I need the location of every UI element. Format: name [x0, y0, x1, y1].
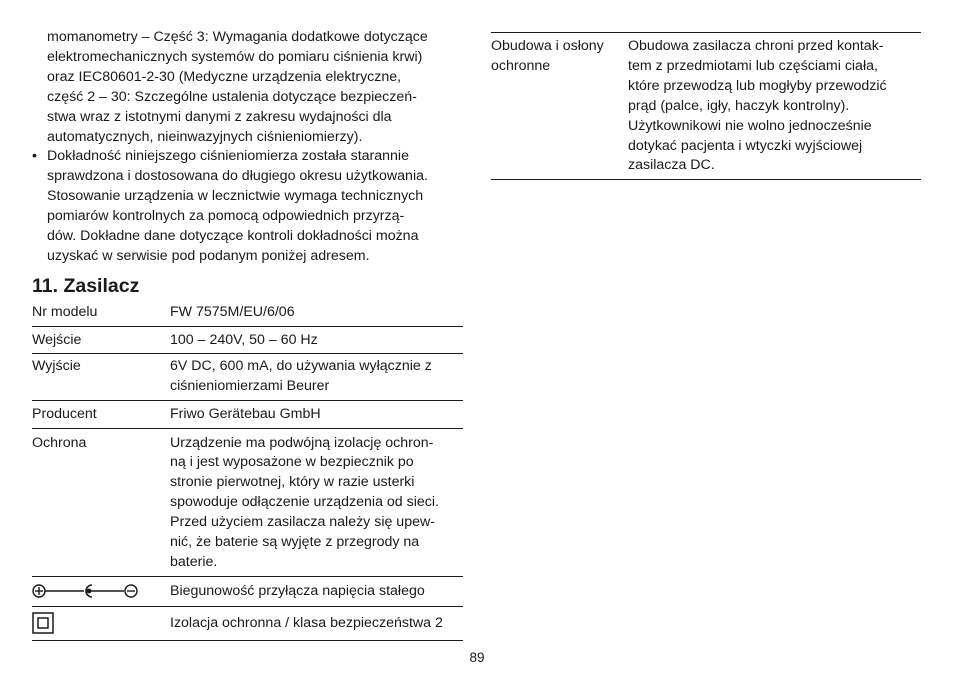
enclosure-table: [491, 32, 921, 180]
spec-label: Wejście: [32, 331, 82, 348]
polarity-text: Biegunowość przyłącza napięcia stałego: [170, 583, 425, 600]
spec-value: Friwo Gerätebau GmbH: [170, 405, 321, 422]
spec-row-enclosure: [491, 33, 921, 179]
polarity-symbol-icon: [32, 582, 170, 600]
spec-row-insulation: [32, 607, 463, 641]
spec-label: Ochrona: [32, 434, 87, 451]
spec-value: Obudowa zasilacza chroni przed kontak- tem z przedmiotami lub częściami ciała, które przewodzą lub mogłyby przewodzić prąd (palce, igły, haczyk kontrolny). Użytkownikowi nie wolno jednocześnie dotykać pacjenta i wtyczki wyjściowej zasilacza DC.: [628, 38, 887, 174]
spec-label: Nr modelu: [32, 304, 98, 320]
page-number: 89: [469, 650, 485, 665]
spec-row-output: [32, 354, 463, 401]
spec-row-input: [32, 327, 463, 354]
spec-row-protection: [32, 429, 463, 577]
spec-label: Producent: [32, 405, 97, 422]
spec-value: FW 7575M/EU/6/06: [170, 304, 295, 320]
right-column: [491, 32, 921, 180]
spec-label: Wyjście: [32, 357, 81, 374]
continuation-paragraph: momanometry – Część 3: Wymagania dodatkowe dotyczące elektromechanicznych systemów do pomiaru ciśnienia krwi) oraz IEC80601-2-30 (Medyczne urządzenia elektryczne, część 2 – 30: Szczególne ustalenia dotyczące bezpieczeń- stwa wraz z istotnymi danymi z zakresu wydajności dla automatycznych, nieinwazyjnych ciśnieniomierzy).: [47, 29, 428, 145]
spec-table: [32, 302, 463, 641]
left-column: [32, 28, 463, 632]
spec-row-polarity: [32, 577, 463, 607]
bullet-symbol: •: [32, 148, 37, 165]
insulation-text: Izolacja ochronna / klasa bezpieczeństwa 2: [170, 615, 443, 632]
spec-row-model: [32, 302, 463, 327]
spec-value: 6V DC, 600 mA, do używania wyłącznie z ciśnieniomierzami Beurer: [170, 357, 432, 394]
spec-label: Obudowa i osłony ochronne: [491, 38, 604, 74]
spec-value: 100 – 240V, 50 – 60 Hz: [170, 331, 318, 348]
section-title: 11. Zasilacz: [32, 275, 140, 297]
spec-row-manufacturer: [32, 401, 463, 429]
bullet-item: • Dokładność niniejszego ciśnieniomierza została starannie sprawdzona i dostosowana do długiego okresu użytkowania. Stosowanie urządzenia w lecznictwie wymaga technicznych pomiarów kontrolnych za pomocą odpowiednich przyrzą- dów. Dokładne dane dotyczące kontroli dokładności można uzyskać w serwisie pod podanym poniżej adresem.: [32, 148, 428, 264]
double-insulation-icon: [32, 612, 170, 634]
spec-value: Urządzenie ma podwójną izolację ochron- ną i jest wyposażone w bezpiecznik po stronie pierwotnej, który w razie usterki spowoduje odłączenie urządzenia od sieci. Przed użyciem zasilacza należy się upew- nić, że baterie są wyjęte z przegrody na baterie.: [170, 434, 439, 570]
